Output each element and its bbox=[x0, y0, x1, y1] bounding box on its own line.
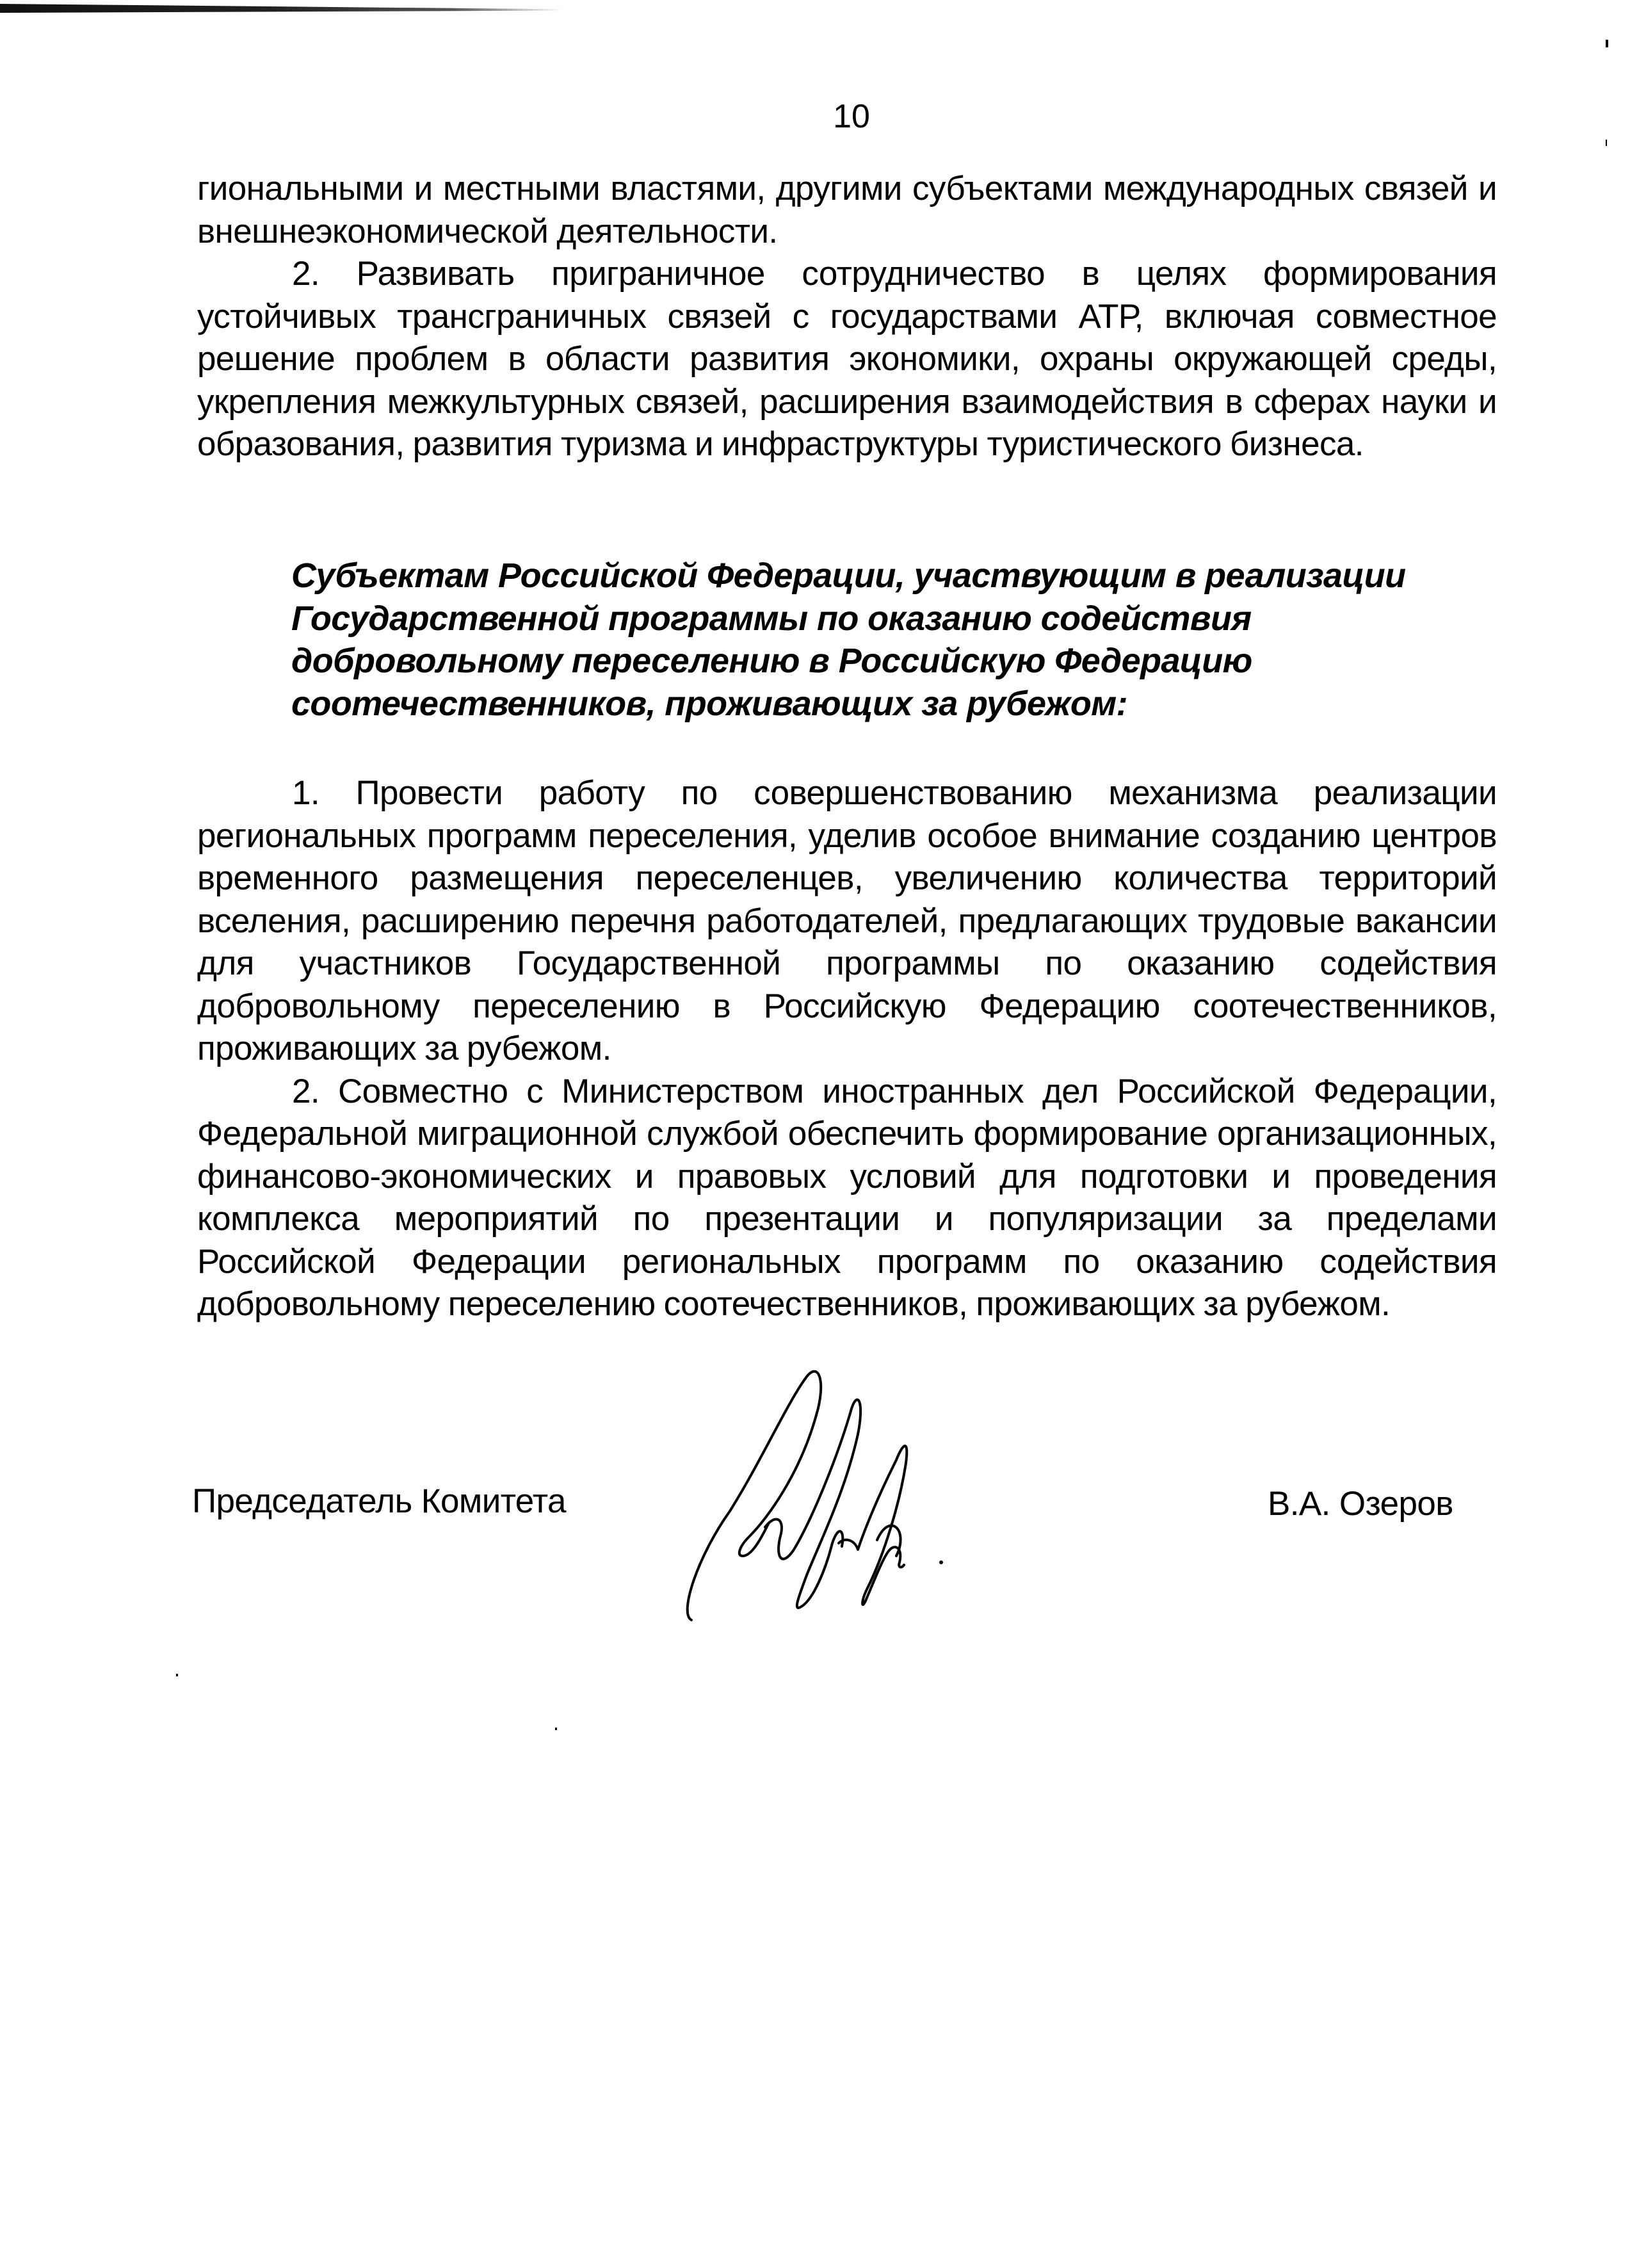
paragraph-item-2: 2. Развивать приграничное сотрудничество в целях формирования устойчивых трансграничных связей с государствами АТР, включая совместное решение проблем в области развития экономики, охраны окружающей среды, укрепления межкультурных связей, расширения взаимодействия в сферах науки и образования, развития туризма и инфраструктуры туристического бизнеса. bbox=[197, 255, 1497, 463]
scan-speck bbox=[555, 1728, 557, 1730]
paragraph-item-2b: 2. Совместно с Министерством иностранных дел Российской Федерации, Федеральной миграционной службой обеспечить формирование организационных, финансово-экономических и правовых условий для подготовки и проведения комплекса мероприятий по презентации и популяризации за пределами Российской Федерации региональных программ по оказанию содействия добровольному переселению соотечественников, проживающих за рубежом. bbox=[197, 1072, 1497, 1323]
signer-name: В.А. Озеров bbox=[1268, 1485, 1453, 1523]
body-text-top bbox=[197, 168, 1497, 466]
scan-speck bbox=[1606, 40, 1608, 47]
paragraph-item-1: 1. Провести работу по совершенствованию механизма реализации региональных программ переселения, уделив особое внимание созданию центров временного размещения переселенцев, увеличению количества территорий вселения, расширению перечня работодателей, предлагающих трудовые вакансии для участников Государственной программы по оказанию содействия добровольному переселению в Российскую Федерацию соотечественников, проживающих за рубежом. bbox=[197, 774, 1497, 1067]
handwritten-signature-icon bbox=[679, 1364, 1140, 1633]
body-text-bottom bbox=[197, 772, 1497, 1326]
page-number: 10 bbox=[833, 98, 870, 135]
section-heading: Субъектам Российской Федерации, участвующим в реализации Государственной программы по оказанию содействия добровольному переселению в Российскую Федерацию соотечественников, проживающих за рубежом: bbox=[291, 556, 1406, 723]
scan-edge-artifact bbox=[0, 4, 563, 13]
signer-title: Председатель Комитета bbox=[192, 1482, 566, 1520]
scan-speck bbox=[1606, 140, 1607, 146]
scan-speck bbox=[176, 1674, 178, 1676]
paragraph-continuation: гиональными и местными властями, другими субъектами международных связей и внешнеэкономической деятельности. bbox=[197, 170, 1497, 250]
